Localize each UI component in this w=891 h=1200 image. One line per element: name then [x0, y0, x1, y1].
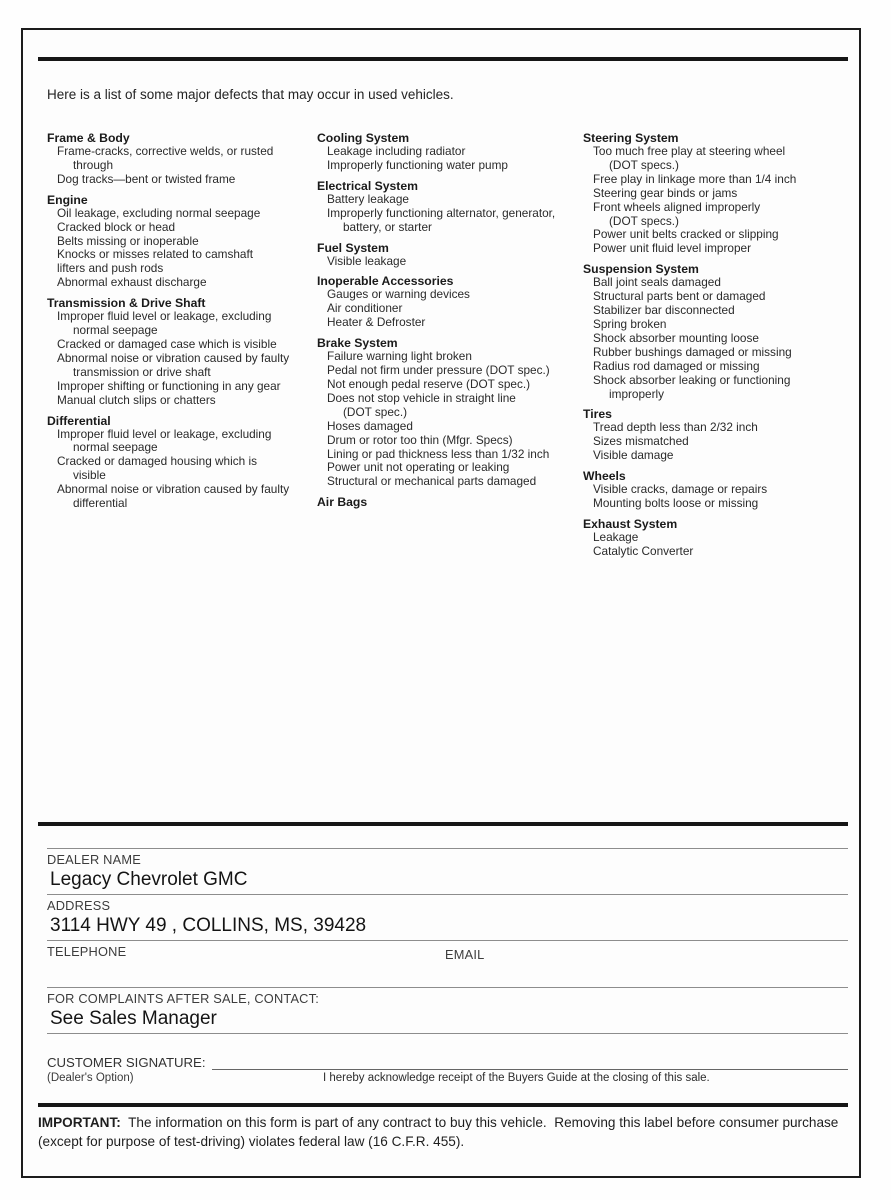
defect-line: Structural or mechanical parts damaged — [327, 474, 537, 489]
defect-line: (DOT specs.) — [609, 157, 679, 172]
section-title: Electrical System — [317, 178, 418, 193]
defect-line: Rubber bushings damaged or missing — [593, 344, 792, 359]
address-label: ADDRESS — [47, 898, 111, 913]
field-line — [47, 1033, 848, 1034]
defect-line: Leakage including radiator — [327, 144, 466, 158]
section-title: Engine — [47, 192, 88, 207]
section-title: Steering System — [583, 131, 679, 145]
signature-label: CUSTOMER SIGNATURE: — [47, 1055, 206, 1070]
intro-text: Here is a list of some major defects that may occur in used vehicles. — [47, 87, 454, 102]
defect-line: Too much free play at steering wheel — [593, 144, 786, 158]
defect-line: Improperly functioning alternator, generator, — [327, 205, 556, 220]
defect-line: lifters and push rods — [57, 261, 164, 276]
defect-line: Improper fluid level or leakage, excluding — [57, 426, 272, 441]
defect-line: Abnormal noise or vibration caused by faulty — [57, 482, 290, 497]
defect-line: Abnormal noise or vibration caused by faulty — [57, 350, 290, 365]
top-divider — [38, 57, 848, 61]
defect-line: Visible damage — [593, 448, 674, 463]
section-title: Cooling System — [317, 131, 410, 145]
section-title: Frame & Body — [47, 131, 130, 145]
telephone-email-row — [47, 941, 848, 987]
defect-line: Failure warning light broken — [327, 349, 472, 364]
dealer-section-divider — [38, 822, 848, 826]
defect-line: Spring broken — [593, 316, 667, 331]
defect-line: Sizes mismatched — [593, 434, 689, 449]
defect-line: improperly — [609, 386, 665, 401]
defect-line: Belts missing or inoperable — [57, 233, 199, 248]
defect-line: normal seepage — [73, 323, 158, 338]
defect-line: Power unit not operating or leaking — [327, 460, 510, 475]
dealer-info-form — [47, 848, 848, 1088]
defect-line: Shock absorber leaking or functioning — [593, 372, 791, 387]
defect-line: Steering gear binds or jams — [593, 185, 738, 200]
defect-line: Battery leakage — [327, 191, 409, 206]
defect-line: Frame-cracks, corrective welds, or rusted — [57, 144, 274, 158]
defect-line: Power unit belts cracked or slipping — [593, 227, 779, 242]
defect-line: Shock absorber mounting loose — [593, 330, 759, 345]
section-title: Exhaust System — [583, 516, 678, 531]
defect-line: Cracked block or head — [57, 219, 176, 234]
defect-line: Catalytic Converter — [593, 543, 694, 558]
defect-line: Air conditioner — [327, 301, 403, 316]
defect-line: Pedal not firm under pressure (DOT spec.) — [327, 363, 550, 378]
defect-line: Gauges or warning devices — [327, 287, 470, 302]
defect-line: Oil leakage, excluding normal seepage — [57, 205, 261, 220]
defect-line: Leakage — [593, 529, 639, 544]
section-title: Inoperable Accessories — [317, 274, 454, 289]
defect-line: (DOT spec.) — [343, 404, 408, 419]
section-title: Brake System — [317, 336, 398, 351]
complaints-value: See Sales Manager — [50, 1008, 217, 1029]
customer-signature-row — [47, 1055, 848, 1070]
defect-line: Visible leakage — [327, 253, 407, 268]
telephone-label: TELEPHONE — [47, 944, 127, 959]
defect-line: Does not stop vehicle in straight line — [327, 390, 516, 405]
defect-line: Cracked or damaged case which is visible — [57, 336, 277, 351]
section-title: Suspension System — [583, 262, 699, 277]
signature-notes — [47, 1072, 848, 1088]
section-title: Differential — [47, 413, 111, 428]
important-section-divider — [38, 1103, 848, 1107]
defect-line: Structural parts bent or damaged — [593, 289, 766, 304]
section-title: Fuel System — [317, 240, 389, 255]
defect-line: Lining or pad thickness less than 1/32 inch — [327, 446, 550, 461]
section-title: Wheels — [583, 469, 626, 484]
defect-line: Manual clutch slips or chatters — [57, 392, 216, 407]
section-title: Air Bags — [317, 495, 368, 510]
complaints-label: FOR COMPLAINTS AFTER SALE, CONTACT: — [47, 991, 319, 1006]
defects-column-left — [47, 131, 313, 511]
defect-line: Radius rod damaged or missing — [593, 358, 760, 373]
defect-line: Drum or rotor too thin (Mfgr. Specs) — [327, 432, 513, 447]
defect-line: Hoses damaged — [327, 418, 413, 433]
address-value: 3114 HWY 49 , COLLINS, MS, 39428 — [50, 915, 367, 936]
defect-line: Improper shifting or functioning in any gear — [57, 378, 281, 393]
important-notice — [38, 1113, 844, 1151]
defect-line: Ball joint seals damaged — [593, 275, 721, 290]
dealers-option-note: (Dealer's Option) — [47, 1072, 134, 1084]
defects-column-right — [583, 131, 851, 559]
defect-line: battery, or starter — [343, 219, 432, 234]
defect-line: Front wheels aligned improperly — [593, 199, 761, 214]
defect-line: Dog tracks—bent or twisted frame — [57, 171, 236, 186]
defect-line: Power unit fluid level improper — [593, 241, 752, 256]
defect-line: Knocks or misses related to camshaft — [57, 247, 254, 262]
dealer-name-value: Legacy Chevrolet GMC — [50, 869, 248, 890]
defect-line: Abnormal exhaust discharge — [57, 275, 207, 290]
defect-line: Free play in linkage more than 1/4 inch — [593, 171, 797, 186]
defect-line: Improper fluid level or leakage, excluding — [57, 309, 272, 324]
important-label: IMPORTANT: — [38, 1115, 121, 1130]
defect-line: Not enough pedal reserve (DOT spec.) — [327, 376, 531, 391]
defect-line: (DOT specs.) — [609, 213, 679, 228]
section-title: Transmission & Drive Shaft — [47, 296, 206, 311]
defect-line: normal seepage — [73, 440, 158, 455]
defect-line: through — [73, 157, 114, 172]
signature-line — [212, 1055, 848, 1070]
defects-column-middle — [317, 131, 585, 509]
defect-line: Heater & Defroster — [327, 315, 426, 330]
section-title: Tires — [583, 407, 612, 422]
defect-line: Stabilizer bar disconnected — [593, 303, 735, 318]
dealer-name-label: DEALER NAME — [47, 852, 141, 867]
defect-line: Tread depth less than 2/32 inch — [593, 420, 758, 435]
defect-line: Mounting bolts loose or missing — [593, 496, 759, 511]
defect-line: transmission or drive shaft — [73, 364, 211, 379]
important-text: The information on this form is part of any contract to buy this vehicle. Removing this label before consumer purchase (except for purpose of test-driving) violates federal law (16 C.F.R. 455). — [38, 1115, 843, 1149]
defect-line: visible — [73, 468, 106, 483]
defect-line: Improperly functioning water pump — [327, 157, 508, 172]
acknowledgment-text: I hereby acknowledge receipt of the Buyers Guide at the closing of this sale. — [323, 1072, 710, 1084]
defect-line: differential — [73, 496, 128, 511]
email-label: EMAIL — [445, 947, 485, 962]
defect-line: Cracked or damaged housing which is — [57, 454, 257, 469]
defect-line: Visible cracks, damage or repairs — [593, 482, 768, 497]
